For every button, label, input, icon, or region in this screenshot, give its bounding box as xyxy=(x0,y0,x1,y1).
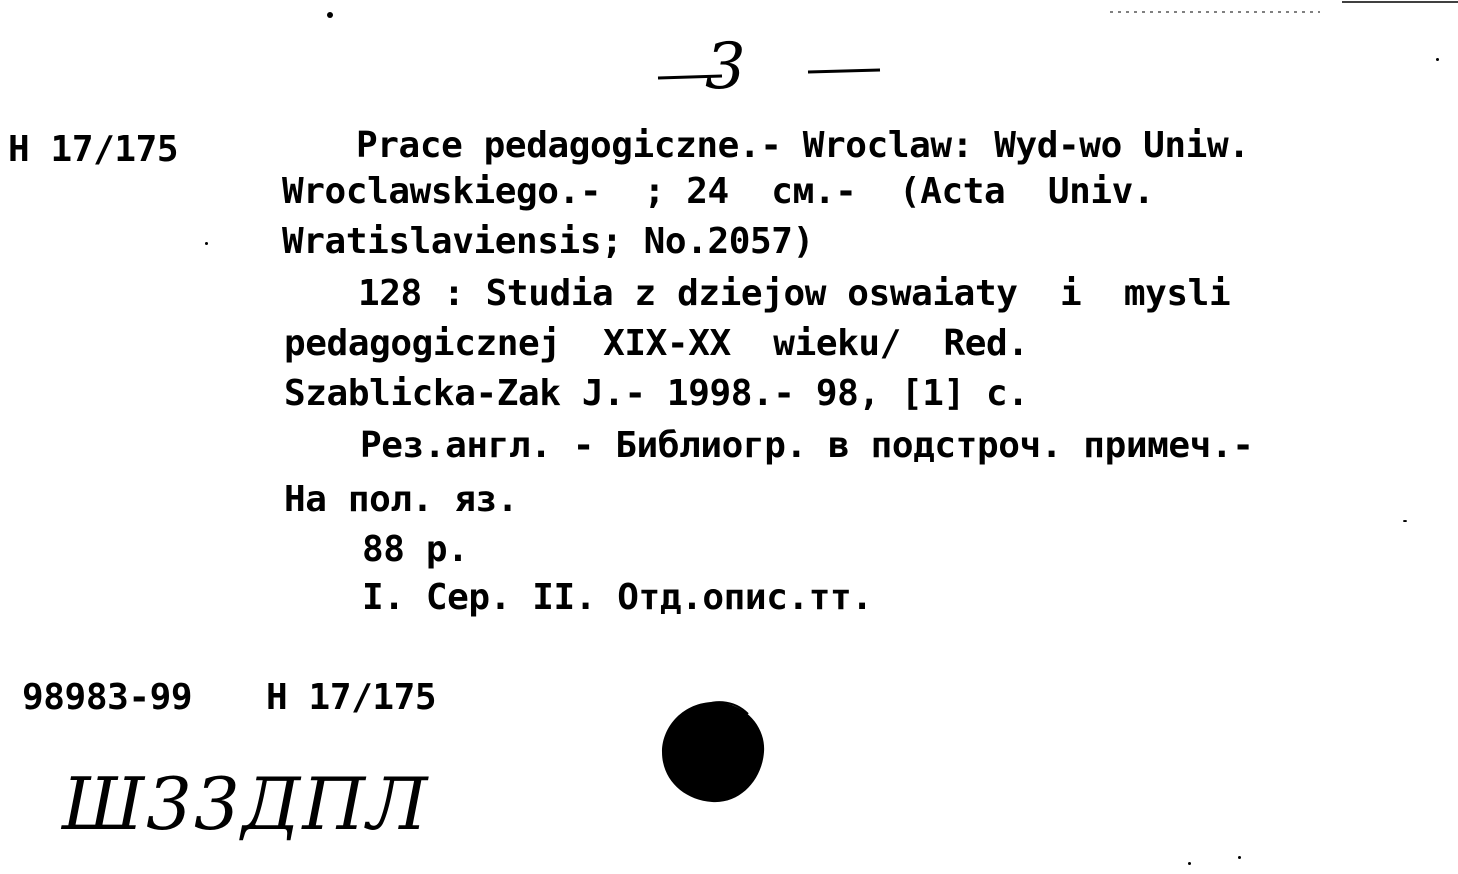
shelf-mark-bottom: Н 17/175 xyxy=(266,677,437,718)
scan-speck xyxy=(1403,520,1407,522)
publisher-line: Wroclawskiego.- ; 24 см.- (Acta Univ. xyxy=(282,171,1155,212)
volume-title-cont-line: pedagogicznej XIX-XX wieku/ Red. xyxy=(284,323,1029,364)
top-right-smudge xyxy=(1110,8,1330,16)
punch-hole xyxy=(656,696,772,808)
sheet-number-mark xyxy=(650,38,890,108)
scan-speck xyxy=(1238,856,1241,859)
scan-speck xyxy=(205,242,208,245)
accession-number: 98983-99 xyxy=(22,677,193,718)
sheet-number: 3 xyxy=(705,30,746,104)
editor-line: Szablicka-Zak J.- 1998.- 98, [1] с. xyxy=(284,373,1029,414)
scan-speck xyxy=(1436,58,1439,61)
scan-speck xyxy=(1188,862,1191,865)
language-line: На пол. яз. xyxy=(284,479,519,520)
tracings-line: I. Сер. II. Отд.опис.тт. xyxy=(362,577,873,618)
series-line: Wratislaviensis; No.2057) xyxy=(282,221,814,262)
notes-line: Рез.англ. - Библиогр. в подстроч. примеч.- xyxy=(360,425,1254,466)
scan-speck xyxy=(327,12,333,18)
title-line: Prace pedagogiczne.- Wroclaw: Wyd-wo Uniw. xyxy=(356,125,1250,166)
handwritten-code: Ш33ДПЛ xyxy=(62,762,430,846)
top-right-edge xyxy=(1342,0,1458,4)
shelf-mark-top: Н 17/175 xyxy=(8,129,179,170)
price-line: 88 р. xyxy=(362,529,469,570)
volume-title-line: 128 : Studia z dziejow oswaiaty i mysli xyxy=(358,273,1231,314)
